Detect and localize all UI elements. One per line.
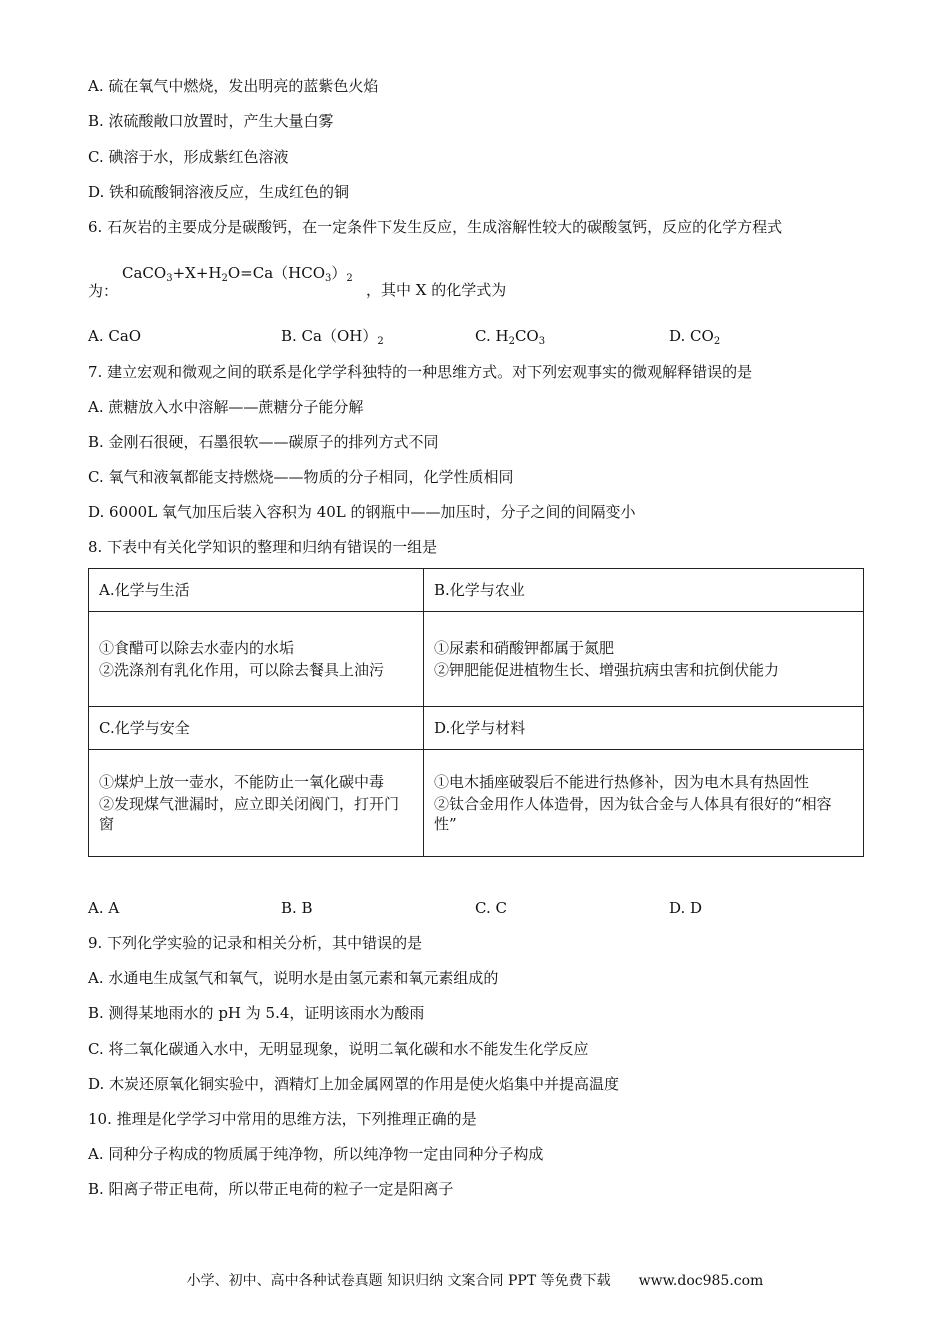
q6-option-b: B. $Ca(OH)_2$ xyxy=(281,327,384,347)
q8-option-b: B. B xyxy=(281,899,313,917)
table-cell-b-item-2: ②钾肥能促进植物生长、增强抗病虫害和抗倒伏能力 xyxy=(434,661,780,679)
table-header-d: D.化学与材料 xyxy=(424,707,864,750)
table-cell-a-item-1: ①食醋可以除去水壶内的水垢 xyxy=(99,639,295,657)
q8-stem: 8. 下表中有关化学知识的整理和归纳有错误的一组是 xyxy=(88,538,438,556)
q6-options xyxy=(88,326,868,346)
q5-option-c: C. 碘溶于水，形成紫红色溶液 xyxy=(88,148,289,166)
table-cell-d-item-2: ②钛合金用作人体造骨，因为钛合金与人体具有很好的“相容性” xyxy=(434,795,832,833)
q6-suffix: ，其中 X 的化学式为 xyxy=(366,281,507,299)
q9-option-c: C. 将二氧化碳通入水中，无明显现象，说明二氧化碳和水不能发生化学反应 xyxy=(88,1040,589,1058)
q9-option-b: B. 测得某地雨水的 pH 为 5.4，证明该雨水为酸雨 xyxy=(88,1004,425,1022)
q10-option-a: A. 同种分子构成的物质属于纯净物，所以纯净物一定由同种分子构成 xyxy=(88,1145,544,1163)
table-header-b: B.化学与农业 xyxy=(424,569,864,612)
table-cell-c-item-2: ②发现煤气泄漏时，应立即关闭阀门，打开门窗 xyxy=(99,795,400,833)
q7-option-d: D. 6000L 氧气加压后装入容积为 40L 的钢瓶中——加压时，分子之间的间隔变小 xyxy=(88,503,636,521)
q9-option-a: A. 水通电生成氢气和氧气，说明水是由氢元素和氧元素组成的 xyxy=(88,969,499,987)
q10-stem: 10. 推理是化学学习中常用的思维方法，下列推理正确的是 xyxy=(88,1110,477,1128)
q6-option-c: C. $H_2CO_3$ xyxy=(475,327,546,347)
q5-option-b: B. 浓硫酸敞口放置时，产生大量白雾 xyxy=(88,112,334,130)
table-header-c: C.化学与安全 xyxy=(89,707,424,750)
q6-equation: $CaCO_3+X+H_2O=Ca(HCO_3)_2$ xyxy=(122,264,353,284)
q7-option-b: B. 金刚石很硬，石墨很软——碳原子的排列方式不同 xyxy=(88,433,439,451)
q7-option-c: C. 氧气和液氧都能支持燃烧——物质的分子相同，化学性质相同 xyxy=(88,468,514,486)
q9-stem: 9. 下列化学实验的记录和相关分析，其中错误的是 xyxy=(88,934,423,952)
q5-option-d: D. 铁和硫酸铜溶液反应，生成红色的铜 xyxy=(88,183,350,201)
q6-option-d: D. $CO_2$ xyxy=(669,327,721,347)
q8-options xyxy=(88,898,868,918)
table-cell-b-item-1: ①尿素和硝酸钾都属于氮肥 xyxy=(434,639,615,657)
q8-option-d: D. D xyxy=(669,899,703,917)
q6-stem: 6. 石灰岩的主要成分是碳酸钙，在一定条件下发生反应，生成溶解性较大的碳酸氢钙，反应的化学方程式 xyxy=(88,218,783,236)
q10-option-b: B. 阳离子带正电荷，所以带正电荷的粒子一定是阳离子 xyxy=(88,1180,454,1198)
table-header-a: A.化学与生活 xyxy=(89,569,424,612)
q8-option-c: C. C xyxy=(475,899,507,917)
table-cell-d-item-1: ①电木插座破裂后不能进行热修补，因为电木具有热固性 xyxy=(434,773,810,791)
q6-prefix: 为： xyxy=(88,282,119,300)
table-cell-a-item-2: ②洗涤剂有乳化作用，可以除去餐具上油污 xyxy=(99,661,385,679)
q8-knowledge-table xyxy=(88,568,864,857)
q7-option-a: A. 蔗糖放入水中溶解——蔗糖分子能分解 xyxy=(88,398,364,416)
table-cell-b xyxy=(424,612,864,707)
table-cell-c-item-1: ①煤炉上放一壶水，不能防止一氧化碳中毒 xyxy=(99,773,385,791)
table-cell-a xyxy=(89,612,424,707)
q9-option-d: D. 木炭还原氧化铜实验中，酒精灯上加金属网罩的作用是使火焰集中并提高温度 xyxy=(88,1075,620,1093)
q5-option-a: A. 硫在氧气中燃烧，发出明亮的蓝紫色火焰 xyxy=(88,77,379,95)
table-cell-d xyxy=(424,750,864,857)
q6-option-a: A. CaO xyxy=(88,327,142,345)
table-cell-c xyxy=(89,750,424,857)
page-footer: 小学、初中、高中各种试卷真题 知识归纳 文案合同 PPT 等免费下载 www.doc985.com xyxy=(186,1273,764,1289)
q8-option-a: A. A xyxy=(88,899,120,917)
q7-stem: 7. 建立宏观和微观之间的联系是化学学科独特的一种思维方式。对下列宏观事实的微观解释错误的是 xyxy=(88,363,753,381)
